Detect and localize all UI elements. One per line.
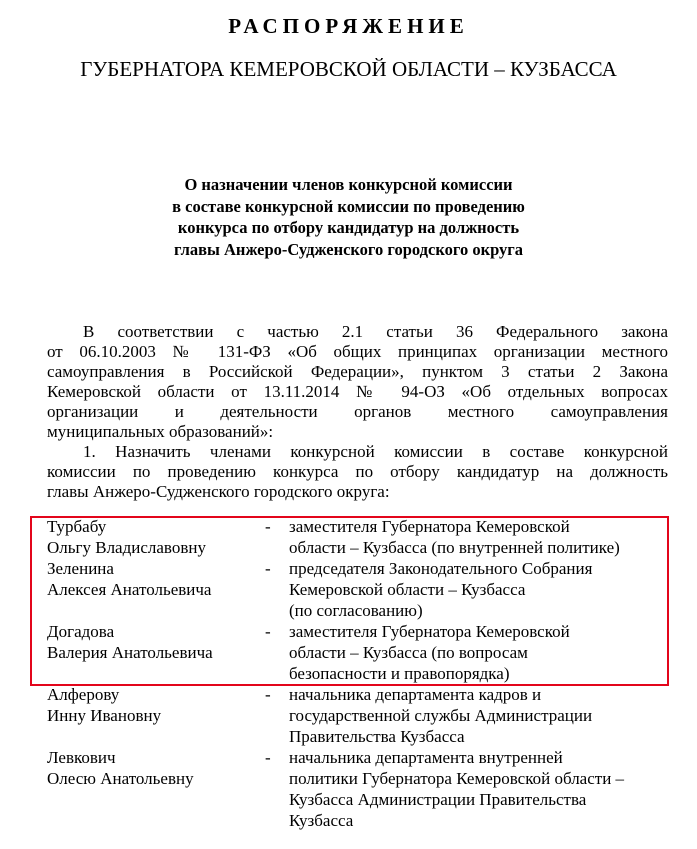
member-position-line: начальника департамента внутренней (289, 748, 563, 767)
member-position-line: области – Кузбасса (по вопросам (289, 643, 528, 662)
member-name (47, 747, 257, 789)
member-dash: - (265, 622, 271, 641)
member-surname: Зеленина (47, 559, 114, 578)
member-name (47, 684, 257, 726)
member-position-line: Кемеровской области – Кузбасса (289, 580, 526, 599)
member-entry (47, 747, 677, 831)
document-subject (0, 174, 697, 260)
member-position-line: государственной службы Администрации (289, 706, 593, 725)
member-dash: - (265, 685, 271, 704)
member-given-names: Алексея Анатольевича (47, 580, 212, 599)
member-position-line: (по согласованию) (289, 601, 423, 620)
member-entry (47, 558, 677, 621)
member-position (289, 516, 677, 558)
preamble-line: организации и деятельности органов местного самоуправления (47, 402, 668, 421)
member-dash: - (265, 517, 271, 536)
member-given-names: Валерия Анатольевича (47, 643, 213, 662)
preamble-paragraph (47, 322, 668, 502)
subject-line: в составе конкурсной комиссии по проведению (172, 196, 525, 216)
member-surname: Левкович (47, 748, 116, 767)
member-position (289, 684, 677, 747)
member-position (289, 621, 677, 684)
member-given-names: Ольгу Владиславовну (47, 538, 206, 557)
member-dash: - (265, 559, 271, 578)
member-given-names: Олесю Анатольевну (47, 769, 194, 788)
preamble-line: самоуправления в Российской Федерации», пунктом 3 статьи 2 Закона (47, 362, 668, 381)
member-position (289, 558, 677, 621)
member-name (47, 621, 257, 663)
member-position-line: области – Кузбасса (по внутренней политике) (289, 538, 620, 557)
member-position-line: председателя Законодательного Собрания (289, 559, 593, 578)
preamble-line: муниципальных образований»: (47, 422, 274, 441)
member-entry (47, 621, 677, 684)
member-position (289, 747, 677, 831)
subject-line: главы Анжеро-Судженского городского округа (173, 239, 524, 259)
commission-members-list (47, 516, 677, 831)
member-dash: - (265, 748, 271, 767)
member-surname: Турбабу (47, 517, 107, 536)
member-position-line: заместителя Губернатора Кемеровской (289, 517, 570, 536)
member-surname: Догадова (47, 622, 115, 641)
member-surname: Алферову (47, 685, 120, 704)
preamble-line: В соответствии с частью 2.1 статьи 36 Федерального закона (83, 322, 668, 341)
document-type-title: РАСПОРЯЖЕНИЕ (228, 14, 469, 38)
member-position-line: Правительства Кузбасса (289, 727, 465, 746)
item-1-line: комиссии по проведению конкурса по отбору кандидатур на должность (47, 462, 668, 481)
member-position-line: Кузбасса Администрации Правительства (289, 790, 587, 809)
member-name (47, 516, 257, 558)
item-1-line: 1. Назначить членами конкурсной комиссии в составе конкурсной (83, 442, 668, 461)
subject-line: конкурса по отбору кандидатур на должность (177, 218, 520, 237)
item-1-line: главы Анжеро-Судженского городского округа: (47, 482, 390, 501)
document-issuer: ГУБЕРНАТОРА КЕМЕРОВСКОЙ ОБЛАСТИ – КУЗБАССА (80, 57, 617, 81)
member-position-line: начальника департамента кадров и (289, 685, 542, 704)
member-position-line: безопасности и правопорядка) (289, 664, 510, 683)
preamble-line: от 06.10.2003 № 131-ФЗ «Об общих принципах организации местного (47, 342, 668, 361)
subject-line: О назначении членов конкурсной комиссии (184, 175, 513, 194)
member-entry (47, 684, 677, 747)
preamble-line: Кемеровской области от 13.11.2014 № 94-ОЗ «Об отдельных вопросах (47, 382, 668, 401)
member-given-names: Инну Ивановну (47, 706, 162, 725)
member-position-line: Кузбасса (289, 811, 354, 830)
member-position-line: политики Губернатора Кемеровской области – (289, 769, 625, 788)
member-name (47, 558, 257, 600)
member-entry (47, 516, 677, 558)
member-position-line: заместителя Губернатора Кемеровской (289, 622, 570, 641)
